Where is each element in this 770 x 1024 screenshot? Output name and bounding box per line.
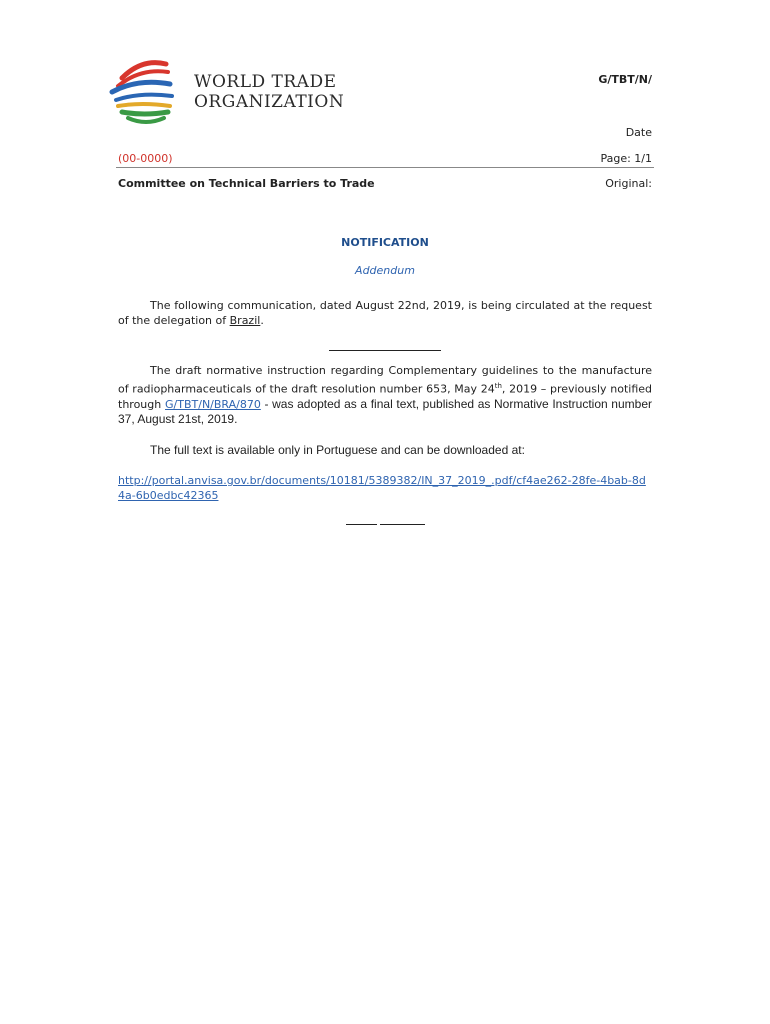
notification-reference-link[interactable]: G/TBT/N/BRA/870 [165, 397, 261, 411]
document-date: Date [625, 126, 652, 139]
committee-name: Committee on Technical Barriers to Trade [118, 177, 375, 190]
header-divider [116, 167, 654, 168]
notification-heading: NOTIFICATION [341, 236, 429, 249]
page-number: Page: 1/1 [600, 152, 652, 165]
end-divider-left [346, 524, 377, 525]
wto-logo [108, 56, 348, 128]
download-link-wrapper [118, 474, 652, 503]
org-name-line1: WORLD TRADE [194, 72, 337, 92]
addendum-subheading: Addendum [355, 264, 415, 277]
intro-end: . [260, 313, 264, 327]
main-paragraph [118, 364, 652, 428]
download-link[interactable]: http://portal.anvisa.gov.br/documents/10181/5389382/IN_37_2019_.pdf/cf4ae262-28fe-4bab-8d4a-6b0edbc42365 [118, 474, 646, 502]
end-divider-right [380, 524, 425, 525]
country-name: Brazil [229, 313, 261, 327]
intro-paragraph [118, 299, 652, 328]
main-text-tail: - was adopted as a final text, published as Normative Instruction number 37, August 21st, 2019. [118, 396, 652, 427]
main-text-2: , 2019 – previously notified through [118, 382, 652, 411]
availability-text: The full text is available only in Portuguese and can be downloaded at: [150, 443, 525, 457]
wto-emblem-icon [108, 56, 188, 128]
main-text: The draft normative instruction regarding Complementary guidelines to the manufacture of radiopharmaceuticals of the draft resolution number 653, May 24 [118, 364, 652, 396]
org-name-line2: ORGANIZATION [194, 92, 345, 112]
intro-text: The following communication, dated August 22nd, 2019, is being circulated at the request of the delegation of [118, 299, 652, 327]
availability-paragraph [118, 443, 652, 458]
section-divider [329, 350, 441, 351]
ordinal-suffix: th [494, 381, 502, 390]
organization-name [194, 72, 344, 112]
reference-number: (00-0000) [118, 152, 173, 165]
original-language: Original: [605, 177, 652, 190]
document-symbol: G/TBT/N/ [598, 73, 652, 86]
